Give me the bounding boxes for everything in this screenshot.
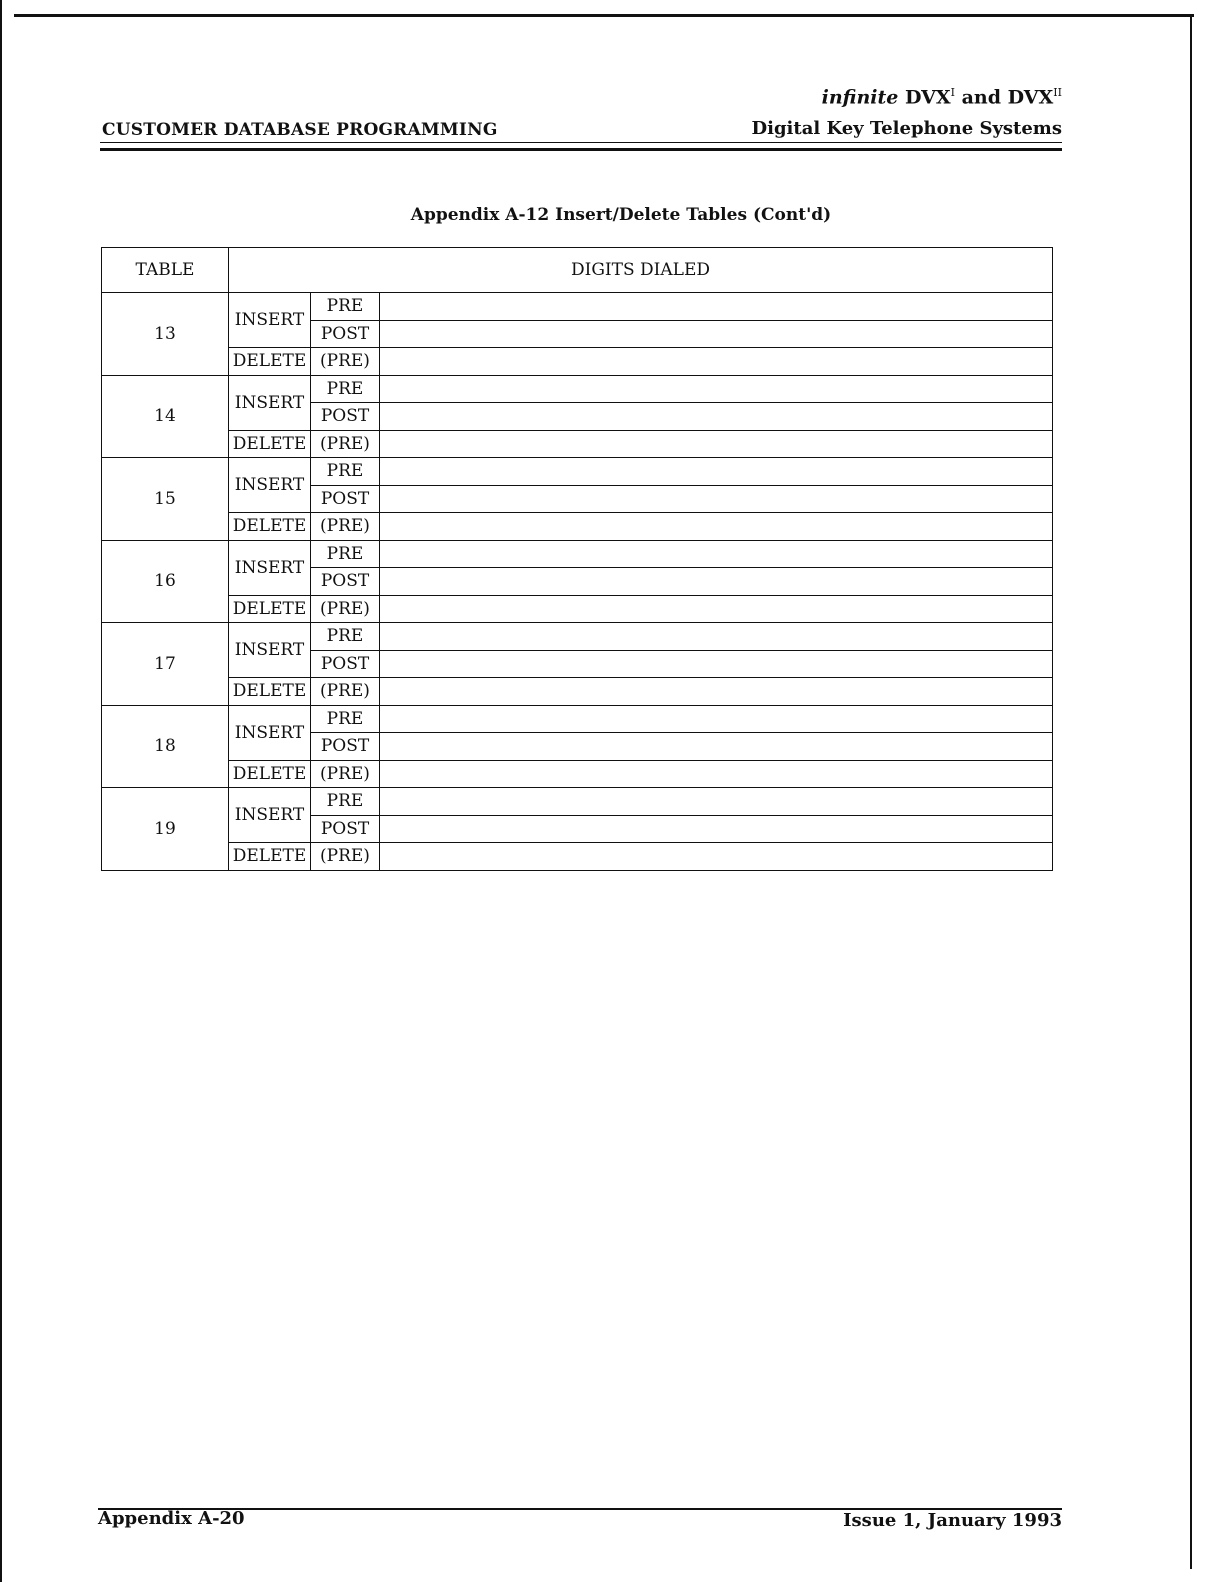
table-row xyxy=(102,375,1053,403)
page-frame-left xyxy=(0,0,2,1582)
digits-delete-pre-cell[interactable] xyxy=(380,760,1053,788)
page-frame-right xyxy=(1190,14,1192,1569)
digits-insert-post-cell[interactable] xyxy=(380,320,1053,348)
digits-delete-pre-cell[interactable] xyxy=(380,843,1053,871)
post-label: POST xyxy=(311,568,380,596)
header-brand xyxy=(822,86,1062,108)
footer-page-number: Appendix A-20 xyxy=(98,1508,245,1529)
post-label: POST xyxy=(311,650,380,678)
brand-sup-2: II xyxy=(1053,86,1062,99)
digits-insert-pre-cell[interactable] xyxy=(380,705,1053,733)
post-label: POST xyxy=(311,733,380,761)
digits-insert-pre-cell[interactable] xyxy=(380,293,1053,321)
digits-delete-pre-cell[interactable] xyxy=(380,513,1053,541)
table-row xyxy=(102,348,1053,376)
digits-insert-post-cell[interactable] xyxy=(380,815,1053,843)
table-number: 18 xyxy=(102,705,229,788)
pre-label: PRE xyxy=(311,375,380,403)
brand-and: and xyxy=(961,86,1002,109)
table-row xyxy=(102,678,1053,706)
insert-label: INSERT xyxy=(229,705,311,760)
delete-label: DELETE xyxy=(229,678,311,706)
insert-label: INSERT xyxy=(229,540,311,595)
pre-label: PRE xyxy=(311,705,380,733)
brand-model-1: DVX xyxy=(904,86,951,109)
page-title: Appendix A-12 Insert/Delete Tables (Cont'd) xyxy=(410,205,832,225)
table-body xyxy=(102,293,1053,871)
pre-label: PRE xyxy=(311,788,380,816)
digits-insert-post-cell[interactable] xyxy=(380,650,1053,678)
post-label: POST xyxy=(311,403,380,431)
delete-label: DELETE xyxy=(229,760,311,788)
post-label: POST xyxy=(311,320,380,348)
delete-label: DELETE xyxy=(229,430,311,458)
table-row xyxy=(102,293,1053,321)
pre-label: PRE xyxy=(311,293,380,321)
digits-delete-pre-cell[interactable] xyxy=(380,595,1053,623)
delete-pre-label: (PRE) xyxy=(311,513,380,541)
insert-label: INSERT xyxy=(229,375,311,430)
delete-pre-label: (PRE) xyxy=(311,430,380,458)
digits-insert-post-cell[interactable] xyxy=(380,485,1053,513)
digits-insert-post-cell[interactable] xyxy=(380,403,1053,431)
delete-pre-label: (PRE) xyxy=(311,760,380,788)
delete-pre-label: (PRE) xyxy=(311,843,380,871)
insert-label: INSERT xyxy=(229,293,311,348)
table-row xyxy=(102,595,1053,623)
table-row xyxy=(102,843,1053,871)
column-header-table: TABLE xyxy=(102,248,229,293)
header-section-title: CUSTOMER DATABASE PROGRAMMING xyxy=(102,120,498,140)
table-row xyxy=(102,788,1053,816)
delete-pre-label: (PRE) xyxy=(311,348,380,376)
table-row xyxy=(102,760,1053,788)
pre-label: PRE xyxy=(311,540,380,568)
digits-delete-pre-cell[interactable] xyxy=(380,348,1053,376)
digits-insert-pre-cell[interactable] xyxy=(380,375,1053,403)
table-row xyxy=(102,623,1053,651)
insert-delete-table xyxy=(101,247,1053,871)
insert-label: INSERT xyxy=(229,458,311,513)
table-number: 16 xyxy=(102,540,229,623)
delete-label: DELETE xyxy=(229,513,311,541)
post-label: POST xyxy=(311,485,380,513)
delete-label: DELETE xyxy=(229,595,311,623)
table-number: 13 xyxy=(102,293,229,376)
page-frame-top xyxy=(14,14,1194,17)
digits-delete-pre-cell[interactable] xyxy=(380,430,1053,458)
table-header-row xyxy=(102,248,1053,293)
delete-label: DELETE xyxy=(229,348,311,376)
pre-label: PRE xyxy=(311,623,380,651)
table-number: 19 xyxy=(102,788,229,871)
insert-label: INSERT xyxy=(229,623,311,678)
column-header-digits-dialed: DIGITS DIALED xyxy=(229,248,1053,293)
table-number: 15 xyxy=(102,458,229,541)
delete-pre-label: (PRE) xyxy=(311,595,380,623)
digits-insert-pre-cell[interactable] xyxy=(380,623,1053,651)
table-row xyxy=(102,458,1053,486)
digits-delete-pre-cell[interactable] xyxy=(380,678,1053,706)
table-number: 17 xyxy=(102,623,229,706)
digits-insert-post-cell[interactable] xyxy=(380,733,1053,761)
table-number: 14 xyxy=(102,375,229,458)
delete-pre-label: (PRE) xyxy=(311,678,380,706)
brand-italic: infinite xyxy=(821,86,899,109)
post-label: POST xyxy=(311,815,380,843)
digits-insert-pre-cell[interactable] xyxy=(380,540,1053,568)
footer-issue-date: Issue 1, January 1993 xyxy=(843,1510,1062,1531)
table-row xyxy=(102,430,1053,458)
table-row xyxy=(102,540,1053,568)
digits-insert-pre-cell[interactable] xyxy=(380,458,1053,486)
brand-model-2: DVX xyxy=(1007,86,1054,109)
header-product-title: Digital Key Telephone Systems xyxy=(751,118,1062,139)
pre-label: PRE xyxy=(311,458,380,486)
header-rule-thin xyxy=(100,142,1062,143)
brand-sup-1: I xyxy=(950,86,955,99)
delete-label: DELETE xyxy=(229,843,311,871)
digits-insert-pre-cell[interactable] xyxy=(380,788,1053,816)
table-row xyxy=(102,705,1053,733)
header-rule-thick xyxy=(100,148,1062,151)
table-row xyxy=(102,513,1053,541)
insert-label: INSERT xyxy=(229,788,311,843)
digits-insert-post-cell[interactable] xyxy=(380,568,1053,596)
